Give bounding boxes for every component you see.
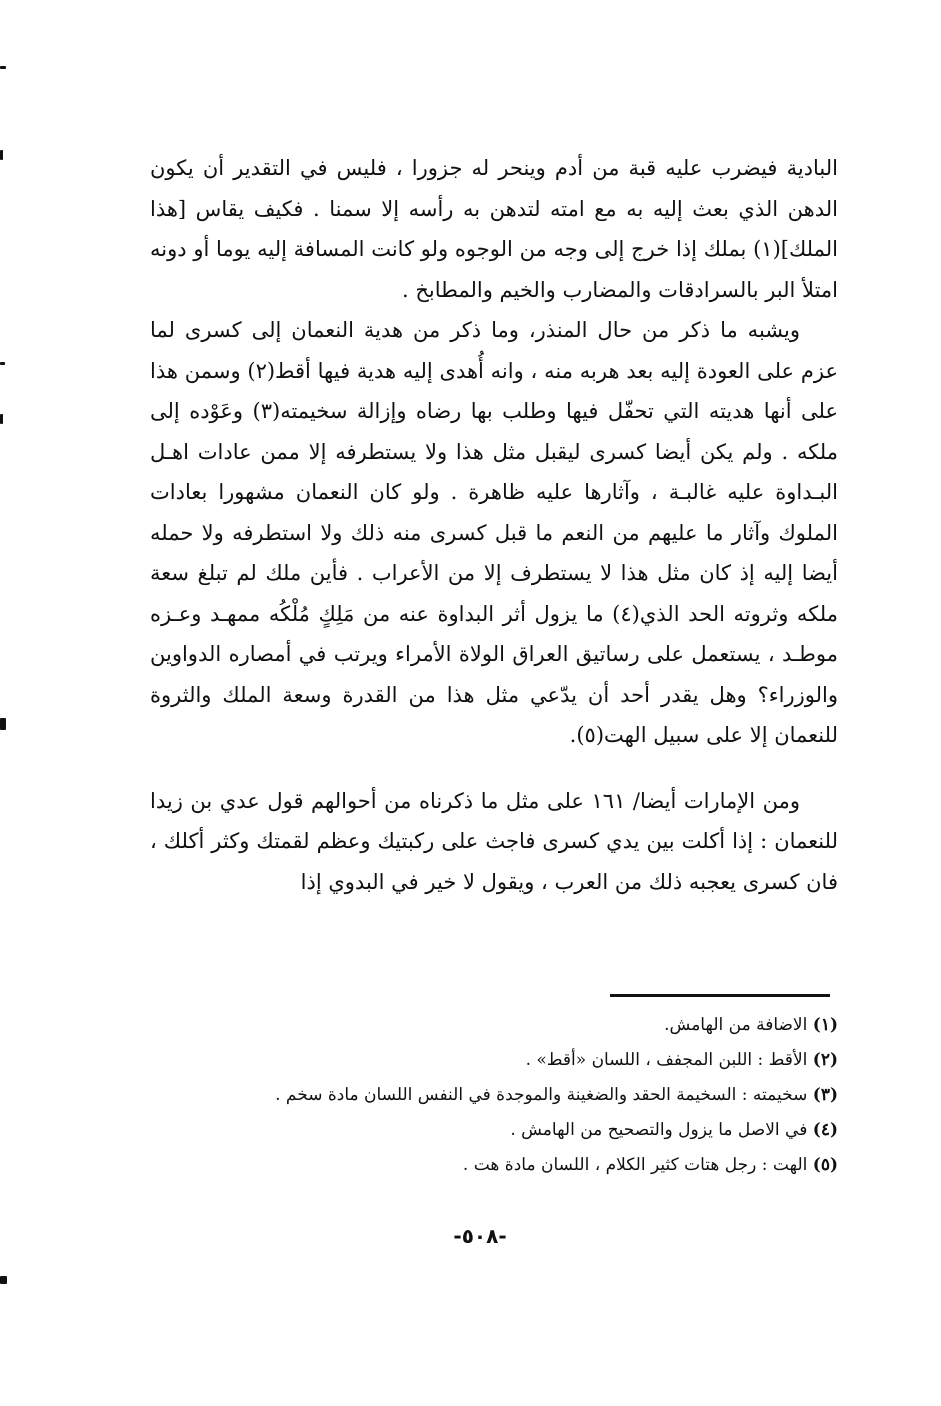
scan-mark bbox=[0, 362, 5, 365]
paragraph: البادية فيضرب عليه قبة من أدم وينحر له جزورا ، فليس في التقدير أن يكون الدهن الذي بعث إليه به مع امته لتدهن به رأسه إلا سمنا . فكيف يقاس [هذا الملك](١) بملك إذا خرج إلى وجه من الوجوه ولو كانت المسافة إليه يوما أو دونه امتلأ البر بالسرادقات والمضارب والخيم والمطابخ . bbox=[150, 156, 838, 302]
footnote-number: (٤) bbox=[812, 1120, 838, 1140]
scan-mark bbox=[0, 718, 6, 730]
footnote-text: في الاصل ما يزول والتصحيح من الهامش . bbox=[510, 1120, 808, 1140]
footnote bbox=[150, 1078, 838, 1113]
footnote-number: (٢) bbox=[812, 1050, 838, 1070]
paragraph: ومن الإمارات أيضا/ ١٦١ على مثل ما ذكرناه من أحوالهم قول عدي بن زيدا للنعمان : إذا أكلت بين يدي كسرى فاجث على ركبتيك وعظم لقمتك وكثر أكلك ، فان كسرى يعجبه ذلك من العرب ، ويقول لا خير في البدوي إذا bbox=[150, 788, 838, 894]
footnote-separator bbox=[610, 994, 830, 997]
footnote bbox=[150, 1113, 838, 1148]
footnote bbox=[150, 1148, 838, 1183]
footnote-text: سخيمته : السخيمة الحقد والضغينة والموجدة في النفس اللسان مادة سخم . bbox=[275, 1085, 808, 1105]
scan-mark bbox=[0, 150, 3, 160]
footnote-text: الأقط : اللبن المجفف ، اللسان «أقط» . bbox=[525, 1050, 808, 1070]
scan-mark bbox=[0, 66, 6, 69]
scan-mark bbox=[0, 1276, 7, 1284]
main-text bbox=[150, 148, 838, 902]
footnote-text: الهت : رجل هتات كثير الكلام ، اللسان مادة هت . bbox=[462, 1155, 808, 1175]
footnote-number: (١) bbox=[812, 1015, 838, 1035]
scan-mark bbox=[0, 414, 3, 424]
page-number: -٥٠٨- bbox=[453, 1224, 507, 1248]
paragraph: ويشبه ما ذكر من حال المنذر، وما ذكر من هدية النعمان إلى كسرى لما عزم على العودة إليه بعد هربه منه ، وانه أُهدى إليه هدية فيها أقط(٢) وسمن هذا على أنها هديته التي تحفّل فيها وطلب بها رضاه وإزالة سخيمته(٣) وعَوْده إلى ملكه . ولم يكن أيضا كسرى ليقبل مثل هذا ولا يستطرفه إلا ممن عادات اهـل البـداوة عليه غالبـة ، وآثارها عليه ظاهرة . ولو كان النعمان مشهورا بعادات الملوك وآثار ما عليهم من النعم ما قبل كسرى منه ذلك ولا استطرفه ولا حمله أيضا إليه إذ كان مثل هذا لا يستطرف إلا من الأعراب . فأين ملك لم تبلغ سعة ملكه وثروته الحد الذي(٤) ما يزول أثر البداوة عنه من مَلِكٍ مُلْكُه ممهـد وعـزه موطـد ، يستعمل على رساتيق العراق الولاة الأمراء ويرتب في أمصاره الدواوين والوزراء؟ وهل يقدر أحد أن يدّعي مثل هذا من القدرة وسعة الملك والثروة للنعمان إلا على سبيل الهت(٥). bbox=[150, 318, 838, 747]
footnote-text: الاضافة من الهامش. bbox=[664, 1015, 808, 1035]
footnote-number: (٥) bbox=[812, 1155, 838, 1175]
footnote bbox=[150, 1043, 838, 1078]
footnotes bbox=[150, 1008, 838, 1183]
footnote-number: (٣) bbox=[812, 1085, 838, 1105]
footnote bbox=[150, 1008, 838, 1043]
